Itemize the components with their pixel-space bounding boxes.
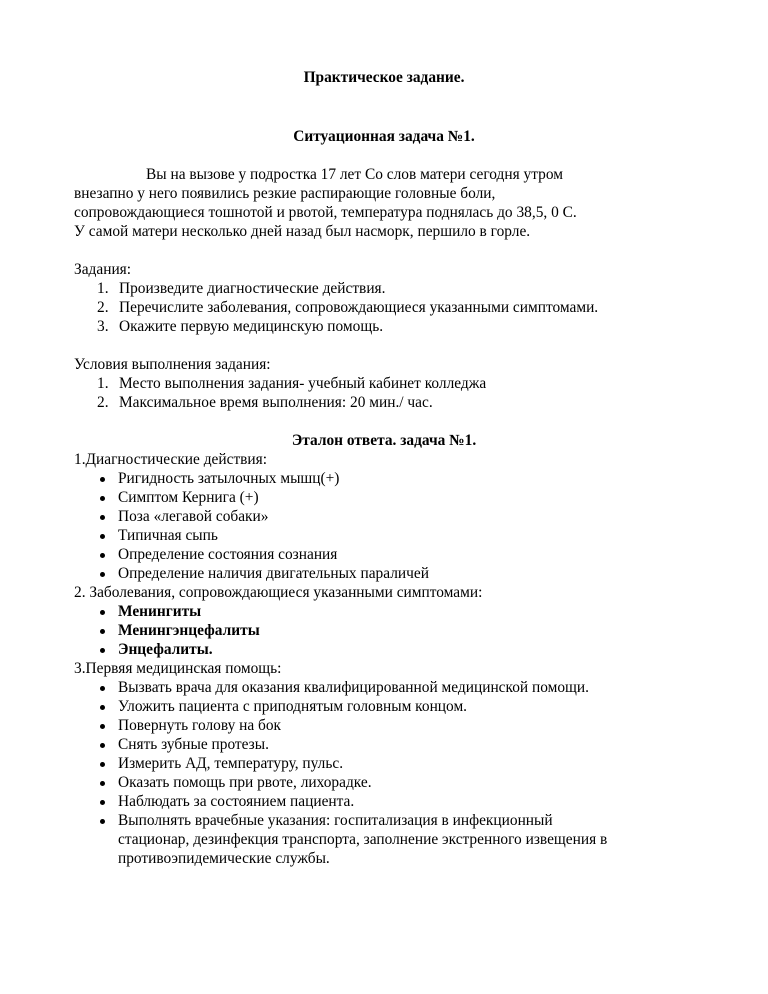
situation-line: сопровождающиеся тошнотой и рвотой, температура поднялась до 38,5, 0 С.: [74, 204, 577, 221]
situation-line: внезапно у него появились резкие распирающие головные боли,: [74, 185, 496, 202]
list-item: Менингэнцефалиты: [92, 621, 260, 640]
bullet-icon: [100, 743, 105, 748]
diagnostic-label: 1.Диагностические действия:: [74, 451, 268, 468]
list-item-continuation: стационар, дезинфекция транспорта, заполнение экстренного извещения в: [118, 831, 608, 848]
list-item: Оказать помощь при рвоте, лихорадке.: [92, 773, 372, 792]
task-heading: Ситуационная задача №1.: [293, 128, 475, 145]
bullet-icon: [100, 534, 105, 539]
list-item-continuation: противоэпидемические службы.: [118, 850, 330, 867]
bullet-icon: [100, 819, 105, 824]
list-item: Симптом Кернига (+): [92, 488, 259, 507]
list-item: Поза «легавой собаки»: [92, 507, 268, 526]
list-item: Снять зубные протезы.: [92, 735, 269, 754]
list-item: 2. Перечислите заболевания, сопровождающиеся указанными симптомами.: [97, 299, 599, 316]
list-item: Выполнять врачебные указания: госпитализация в инфекционный: [92, 811, 553, 830]
list-item: Определение состояния сознания: [92, 545, 337, 564]
situation-line: Вы на вызове у подростка 17 лет Со слов матери сегодня утром: [146, 166, 563, 183]
list-item: 2. Максимальное время выполнения: 20 мин./ час.: [97, 394, 433, 411]
bullet-icon: [100, 572, 105, 577]
list-item: Измерить АД, температуру, пульс.: [92, 754, 343, 773]
bullet-icon: [100, 553, 105, 558]
bullet-icon: [100, 762, 105, 767]
tasks-label: Задания:: [74, 261, 132, 278]
bullet-icon: [100, 781, 105, 786]
list-item: Типичная сыпь: [92, 526, 218, 545]
diseases-label: 2. Заболевания, сопровождающиеся указанными симптомами:: [74, 584, 483, 601]
bullet-icon: [100, 515, 105, 520]
list-item: Повернуть голову на бок: [92, 716, 281, 735]
list-item: Менингиты: [92, 602, 201, 621]
situation-line: У самой матери несколько дней назад был насморк, першило в горле.: [74, 223, 531, 240]
list-item: Ригидность затылочных мышц(+): [92, 469, 339, 488]
bullet-icon: [100, 686, 105, 691]
list-item: 1. Место выполнения задания- учебный кабинет колледжа: [97, 375, 487, 392]
bullet-icon: [100, 800, 105, 805]
bullet-icon: [100, 724, 105, 729]
bullet-icon: [100, 496, 105, 501]
first-aid-label: 3.Первяя медицинская помощь:: [74, 660, 282, 677]
answer-heading: Эталон ответа. задача №1.: [291, 432, 477, 449]
conditions-label: Условия выполнения задания:: [74, 356, 271, 373]
bullet-icon: [100, 610, 105, 615]
list-item: 1. Произведите диагностические действия.: [97, 280, 386, 297]
bullet-icon: [100, 648, 105, 653]
list-item: Определение наличия двигательных параличей: [92, 564, 429, 583]
list-item: Уложить пациента с приподнятым головным концом.: [92, 697, 467, 716]
list-item: 3. Окажите первую медицинскую помощь.: [97, 318, 384, 335]
doc-title: Практическое задание.: [303, 69, 465, 86]
bullet-icon: [100, 477, 105, 482]
list-item: Вызвать врача для оказания квалифицированной медицинской помощи.: [92, 678, 589, 697]
list-item: Энцефалиты.: [92, 640, 213, 659]
list-item: Наблюдать за состоянием пациента.: [92, 792, 354, 811]
bullet-icon: [100, 705, 105, 710]
bullet-icon: [100, 629, 105, 634]
